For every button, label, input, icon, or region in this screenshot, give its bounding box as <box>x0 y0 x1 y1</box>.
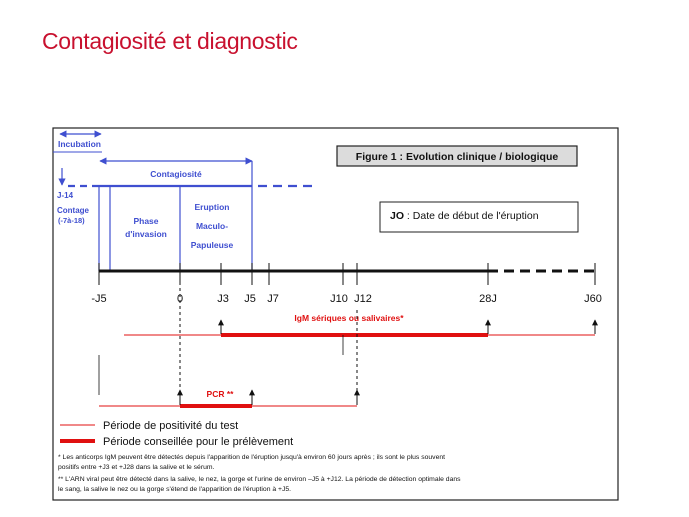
eruption-line3: Papuleuse <box>190 240 234 250</box>
tick-label-0: 0 <box>176 293 184 305</box>
footnote-1-line1: * Les anticorps IgM peuvent être détectés depuis l'apparition de l'éruption jusqu'à environ 60 jours après ; ils sont le plus souvent <box>58 454 446 461</box>
contage-range: (-7à-18) <box>58 216 85 225</box>
tick-label-j3: J3 <box>217 293 229 305</box>
phase-invasion-line2: d'invasion <box>125 229 167 239</box>
tick-label-j60: J60 <box>584 293 602 305</box>
jo-note: JO : Date de début de l'éruption <box>390 210 539 222</box>
tick-label-28j: 28J <box>479 293 497 305</box>
legend-thin-label: Période de positivité du test <box>103 420 239 432</box>
tick-label-j5: J5 <box>244 293 256 305</box>
eruption-line2: Maculo- <box>195 221 229 231</box>
tick-label-j10: J10 <box>330 293 348 305</box>
slide-title: Contagiosité et diagnostic <box>42 28 298 54</box>
footnote-2-line2: le sang, la salive le nez ou la gorge s'étend de l'apparition de l'éruption à +J5. <box>58 486 292 493</box>
tick-label-j5neg: -J5 <box>91 293 107 305</box>
phase-invasion-line1: Phase <box>133 216 159 226</box>
j14-label: J-14 <box>57 191 74 200</box>
footnote-1-line2: positifs entre +J3 et +J28 dans la salive et le sérum. <box>58 464 215 471</box>
eruption-line1: Eruption <box>194 202 230 212</box>
legend-thick-label: Période conseillée pour le prélèvement <box>103 436 294 448</box>
pcr-label: PCR ** <box>206 389 234 399</box>
tick-label-j7: J7 <box>267 293 279 305</box>
tick-label-j12: J12 <box>354 293 372 305</box>
figure-caption: Figure 1 : Evolution clinique / biologique <box>355 151 559 163</box>
footnote-2-line1: ** L'ARN viral peut être détecté dans la salive, le nez, la gorge et l'urine de environ –J5 à +J12. La période de détection optimale dans <box>58 476 461 483</box>
incubation-label: Incubation <box>58 139 101 149</box>
contagiosite-label: Contagiosité <box>150 169 202 179</box>
igm-label: IgM sériques ou salivaires* <box>294 313 404 323</box>
contage-label: Contage <box>57 206 89 215</box>
